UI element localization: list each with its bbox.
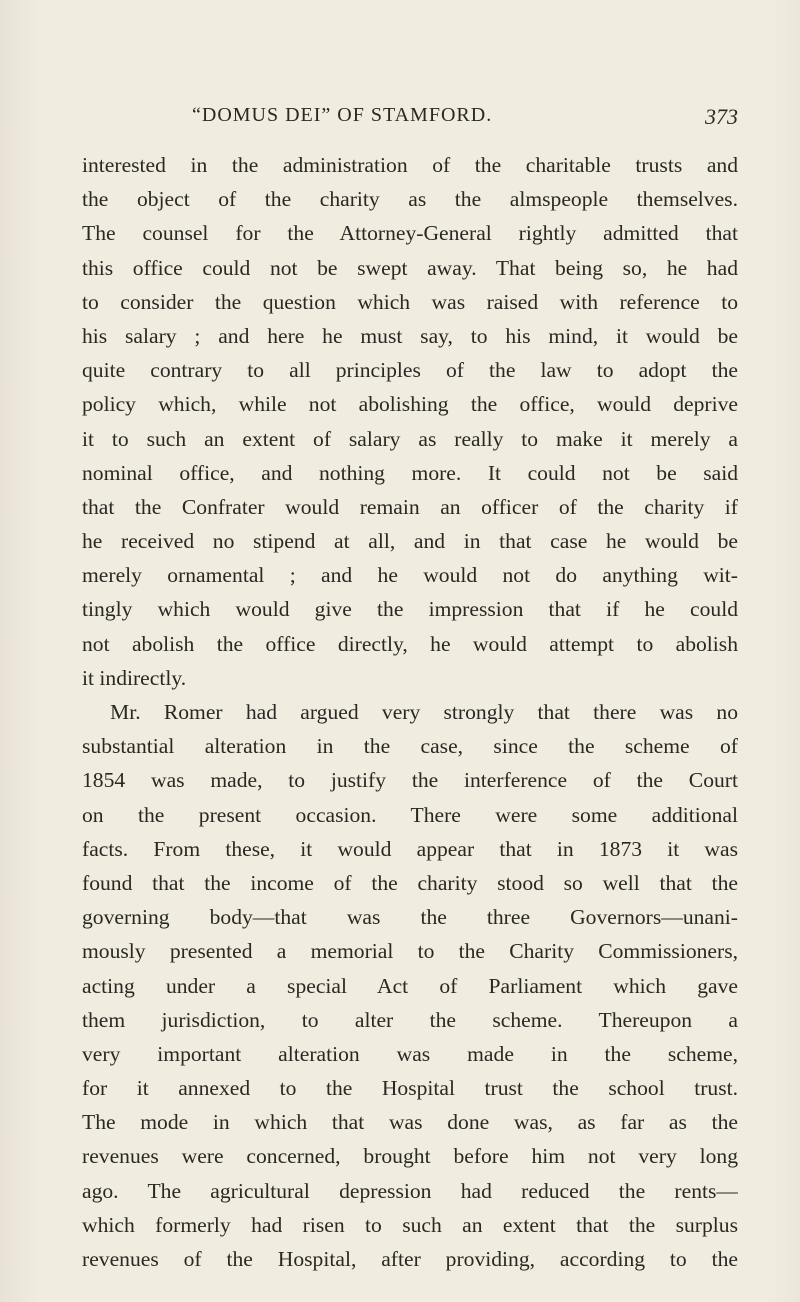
text-line: 1854 was made, to justify the interference of the Court xyxy=(82,768,738,793)
text-line: acting under a special Act of Parliament which gave xyxy=(82,973,738,998)
text-line: governing body—that was the three Governors—unani- xyxy=(82,905,738,930)
text-line: the object of the charity as the almspeople themselves. xyxy=(82,187,738,212)
text-line: tingly which would give the impression that if he could xyxy=(82,597,738,622)
text-line: for it annexed to the Hospital trust the school trust. xyxy=(82,1076,738,1101)
text-line: substantial alteration in the case, since the scheme of xyxy=(82,734,738,759)
text-line: this office could not be swept away. That being so, he had xyxy=(82,255,738,280)
text-line: The mode in which that was done was, as far as the xyxy=(82,1110,738,1135)
text-line: found that the income of the charity stood so well that the xyxy=(82,870,738,895)
text-line: it indirectly. xyxy=(82,665,187,690)
text-line: very important alteration was made in the scheme, xyxy=(82,1041,738,1066)
text-line: that the Confrater would remain an officer of the charity if xyxy=(82,494,738,519)
page-number: 373 xyxy=(705,104,738,129)
text-line: ago. The agricultural depression had reduced the rents— xyxy=(82,1178,738,1203)
text-line: it to such an extent of salary as really to make it merely a xyxy=(82,426,738,451)
text-line: policy which, while not abolishing the office, would deprive xyxy=(82,392,738,417)
text-line: mously presented a memorial to the Charity Commissioners, xyxy=(82,939,738,964)
text-line: to consider the question which was raised with reference to xyxy=(82,289,738,314)
text-line: revenues of the Hospital, after providing, according to the xyxy=(82,1247,738,1271)
text-line: nominal office, and nothing more. It could not be said xyxy=(82,460,738,485)
text-line: them jurisdiction, to alter the scheme. Thereupon a xyxy=(82,1007,738,1032)
text-line: quite contrary to all principles of the law to adopt the xyxy=(82,358,738,383)
text-line: merely ornamental ; and he would not do anything wit- xyxy=(82,563,738,588)
text-line: which formerly had risen to such an extent that the surplus xyxy=(82,1212,738,1237)
text-line: on the present occasion. There were some additional xyxy=(82,802,738,827)
body-text xyxy=(82,148,738,1276)
text-line: The counsel for the Attorney-General rightly admitted that xyxy=(82,221,738,246)
running-head xyxy=(82,104,738,138)
running-title: “DOMUS DEI” OF STAMFORD. xyxy=(192,104,493,126)
text-line: he received no stipend at all, and in that case he would be xyxy=(82,529,738,554)
text-line: his salary ; and here he must say, to his mind, it would be xyxy=(82,323,738,348)
text-line: not abolish the office directly, he would attempt to abolish xyxy=(82,631,738,656)
text-line: interested in the administration of the charitable trusts and xyxy=(82,153,738,177)
text-line: revenues were concerned, brought before him not very long xyxy=(82,1144,738,1169)
paragraph-start-line: Mr. Romer had argued very strongly that there was no xyxy=(110,700,738,724)
text-line: facts. From these, it would appear that in 1873 it was xyxy=(82,836,738,861)
